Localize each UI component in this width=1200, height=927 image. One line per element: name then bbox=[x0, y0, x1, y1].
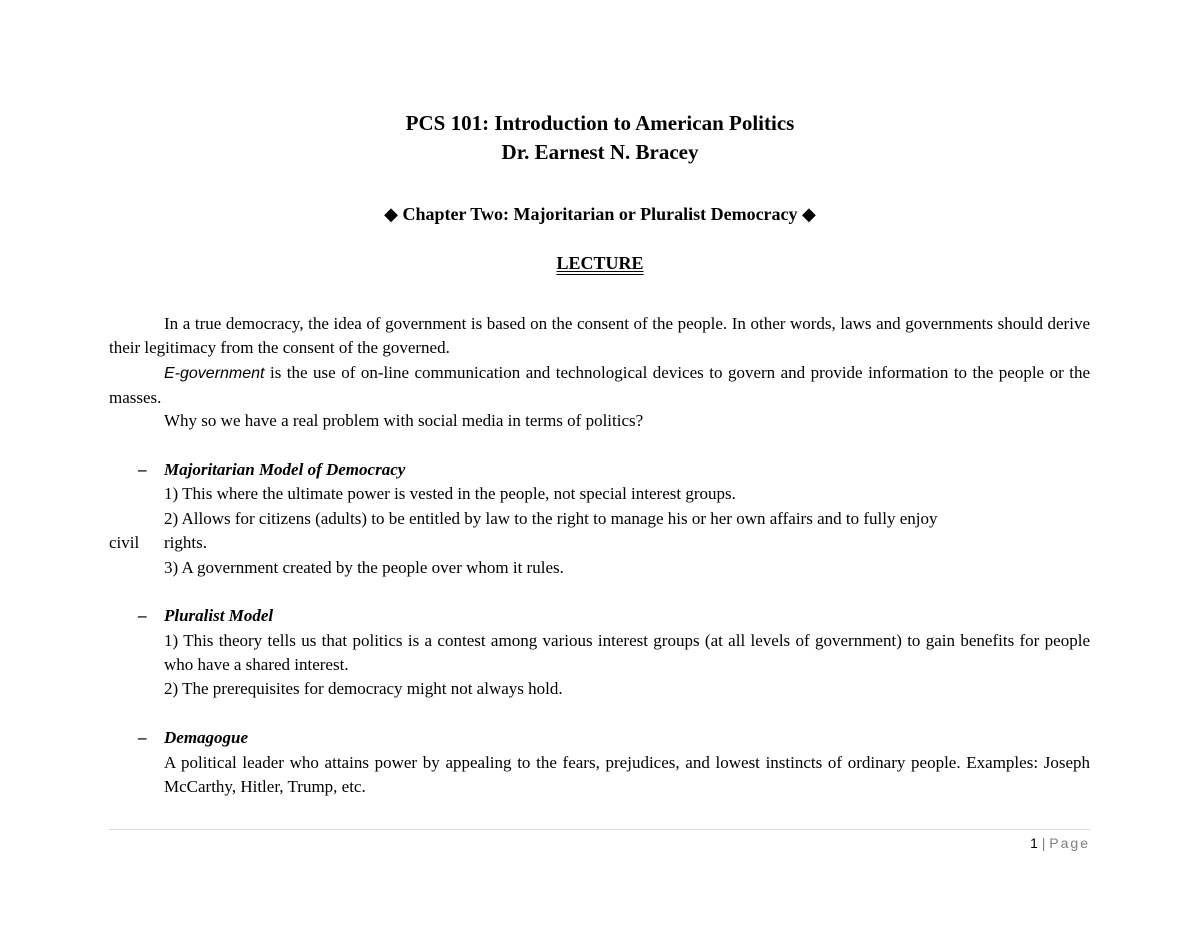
page-label: Page bbox=[1049, 835, 1090, 851]
dash-bullet: – bbox=[138, 728, 147, 747]
egovernment-term: E-government bbox=[164, 365, 265, 382]
majoritarian-item-2: 2) Allows for citizens (adults) to be entitled by law to the right to manage his or her own affairs and to fully enjoy bbox=[164, 509, 938, 528]
section-heading-majoritarian bbox=[138, 458, 405, 482]
lecture-heading bbox=[0, 250, 1200, 276]
dash-bullet: – bbox=[138, 606, 147, 625]
pluralist-item-1: 1) This theory tells us that politics is a contest among various interest groups (at all levels of government) to gain benefits for people who have a shared interest. bbox=[164, 631, 1090, 674]
page-number: 1 bbox=[1030, 835, 1038, 851]
egovernment-definition: is the use of on-line communication and technological devices to govern and provide information to the people or the masses. bbox=[109, 363, 1090, 407]
heading-text: Majoritarian Model of Democracy bbox=[164, 460, 406, 479]
majoritarian-item-2-lead-word: civil bbox=[109, 533, 140, 552]
course-title: PCS 101: Introduction to American Politics bbox=[405, 111, 795, 135]
majoritarian-item-2-continuation: rights. bbox=[164, 533, 207, 552]
majoritarian-item-1: 1) This where the ultimate power is vested in the people, not special interest groups. bbox=[164, 484, 736, 503]
chapter-title: ◆ Chapter Two: Majoritarian or Pluralist Democracy ◆ bbox=[384, 204, 816, 224]
section-heading-demagogue bbox=[138, 726, 248, 750]
instructor-name: Dr. Earnest N. Bracey bbox=[501, 140, 699, 164]
footer-separator: | bbox=[1041, 835, 1046, 851]
page-footer bbox=[1030, 833, 1090, 853]
intro-paragraph-consent: In a true democracy, the idea of government is based on the consent of the people. In other words, laws and governments should derive their legitimacy from the consent of the governed. bbox=[109, 314, 1090, 357]
dash-bullet: – bbox=[138, 460, 147, 479]
footer-divider bbox=[109, 829, 1090, 830]
intro-paragraph-question: Why so we have a real problem with social media in terms of politics? bbox=[164, 411, 644, 430]
section-heading-pluralist bbox=[138, 604, 273, 628]
demagogue-definition: A political leader who attains power by appealing to the fears, prejudices, and lowest instincts of ordinary people. Examples: Joseph McCarthy, Hitler, Trump, etc. bbox=[164, 753, 1090, 796]
pluralist-item-2: 2) The prerequisites for democracy might not always hold. bbox=[164, 679, 563, 698]
lecture-label: LECTURE bbox=[556, 253, 644, 273]
intro-paragraph-egovernment bbox=[109, 361, 1090, 410]
heading-text: Demagogue bbox=[164, 728, 249, 747]
majoritarian-item-3: 3) A government created by the people over whom it rules. bbox=[164, 558, 564, 577]
heading-text: Pluralist Model bbox=[164, 606, 274, 625]
